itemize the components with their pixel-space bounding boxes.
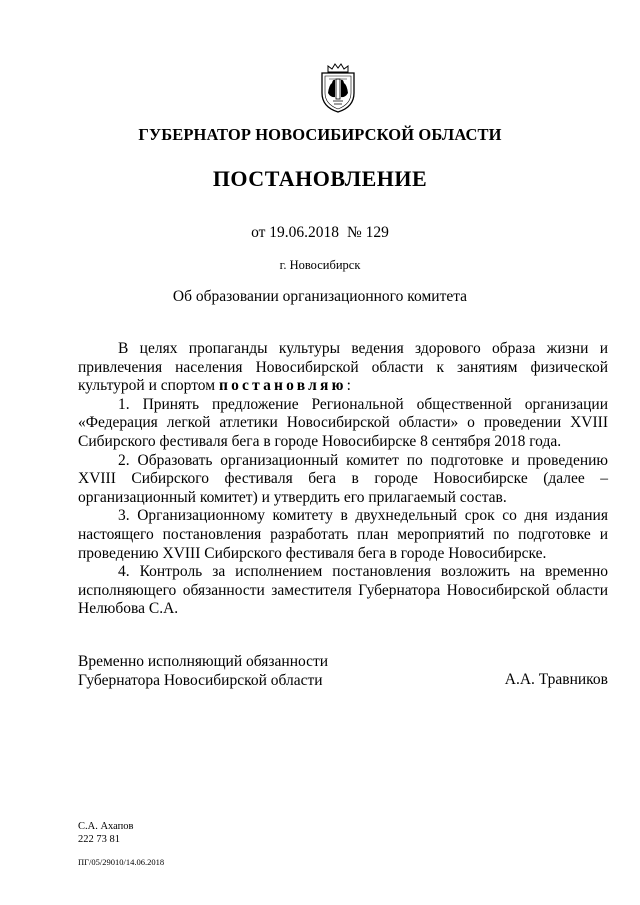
document-number: № 129 [347,224,389,241]
document-city: г. Новосибирск [279,258,361,272]
item-paragraph-1: 1. Принять предложение Региональной общественной организации «Федерация легкой атлетики Новосибирской области» о проведении XVIII Сибирского фестиваля бега в городе Новосибирске 8 сентября 2018 года. [78,395,608,450]
document-date: от 19.06.2018 [251,224,340,241]
executor-phone: 222 73 81 [78,834,120,845]
coat-of-arms-icon [319,63,357,113]
resolve-word: постановляю [218,377,347,395]
executor-info [78,820,134,846]
executor-name: С.А. Ахапов [78,821,134,832]
document-type-title: ПОСТАНОВЛЕНИЕ [212,166,428,191]
signatory-name: А.А. Травников [504,671,608,688]
item-paragraph-4: 4. Контроль за исполнением постановления возложить на временно исполняющего обязанности заместителя Губернатора Новосибирской области Нелюбова С.А. [78,563,608,618]
item-paragraph-3: 3. Организационному комитету в двухнедельный срок со дня издания настоящего постановления разработать план мероприятий по подготовке и проведению XVIII Сибирского фестиваля бега в городе Новосибирске. [78,507,608,562]
document-body [78,340,608,619]
resolve-colon: : [346,377,351,395]
item-paragraph-2: 2. Образовать организационный комитет по подготовке и проведению XVIII Сибирского фестиваля бега в городе Новосибирске (далее – организационный комитет) и утвердить его прилагаемый состав. [78,451,608,506]
signatory-position [78,653,328,690]
document-date-number [0,224,640,242]
registry-code: ПГ/05/29010/14.06.2018 [78,857,165,867]
preamble-paragraph [78,340,608,396]
preamble-text: В целях пропаганды культуры ведения здорового образа жизни и привлечения населения Новосибирской области к занятиям физической культурой и спортом [78,340,608,395]
signatory-position-line-1: Временно исполняющий обязанности [78,653,329,670]
signatory-position-line-2: Губернатора Новосибирской области [78,671,323,689]
organization-heading: ГУБЕРНАТОР НОВОСИБИРСКОЙ ОБЛАСТИ [138,125,502,144]
document-subject: Об образовании организационного комитета [172,288,468,305]
